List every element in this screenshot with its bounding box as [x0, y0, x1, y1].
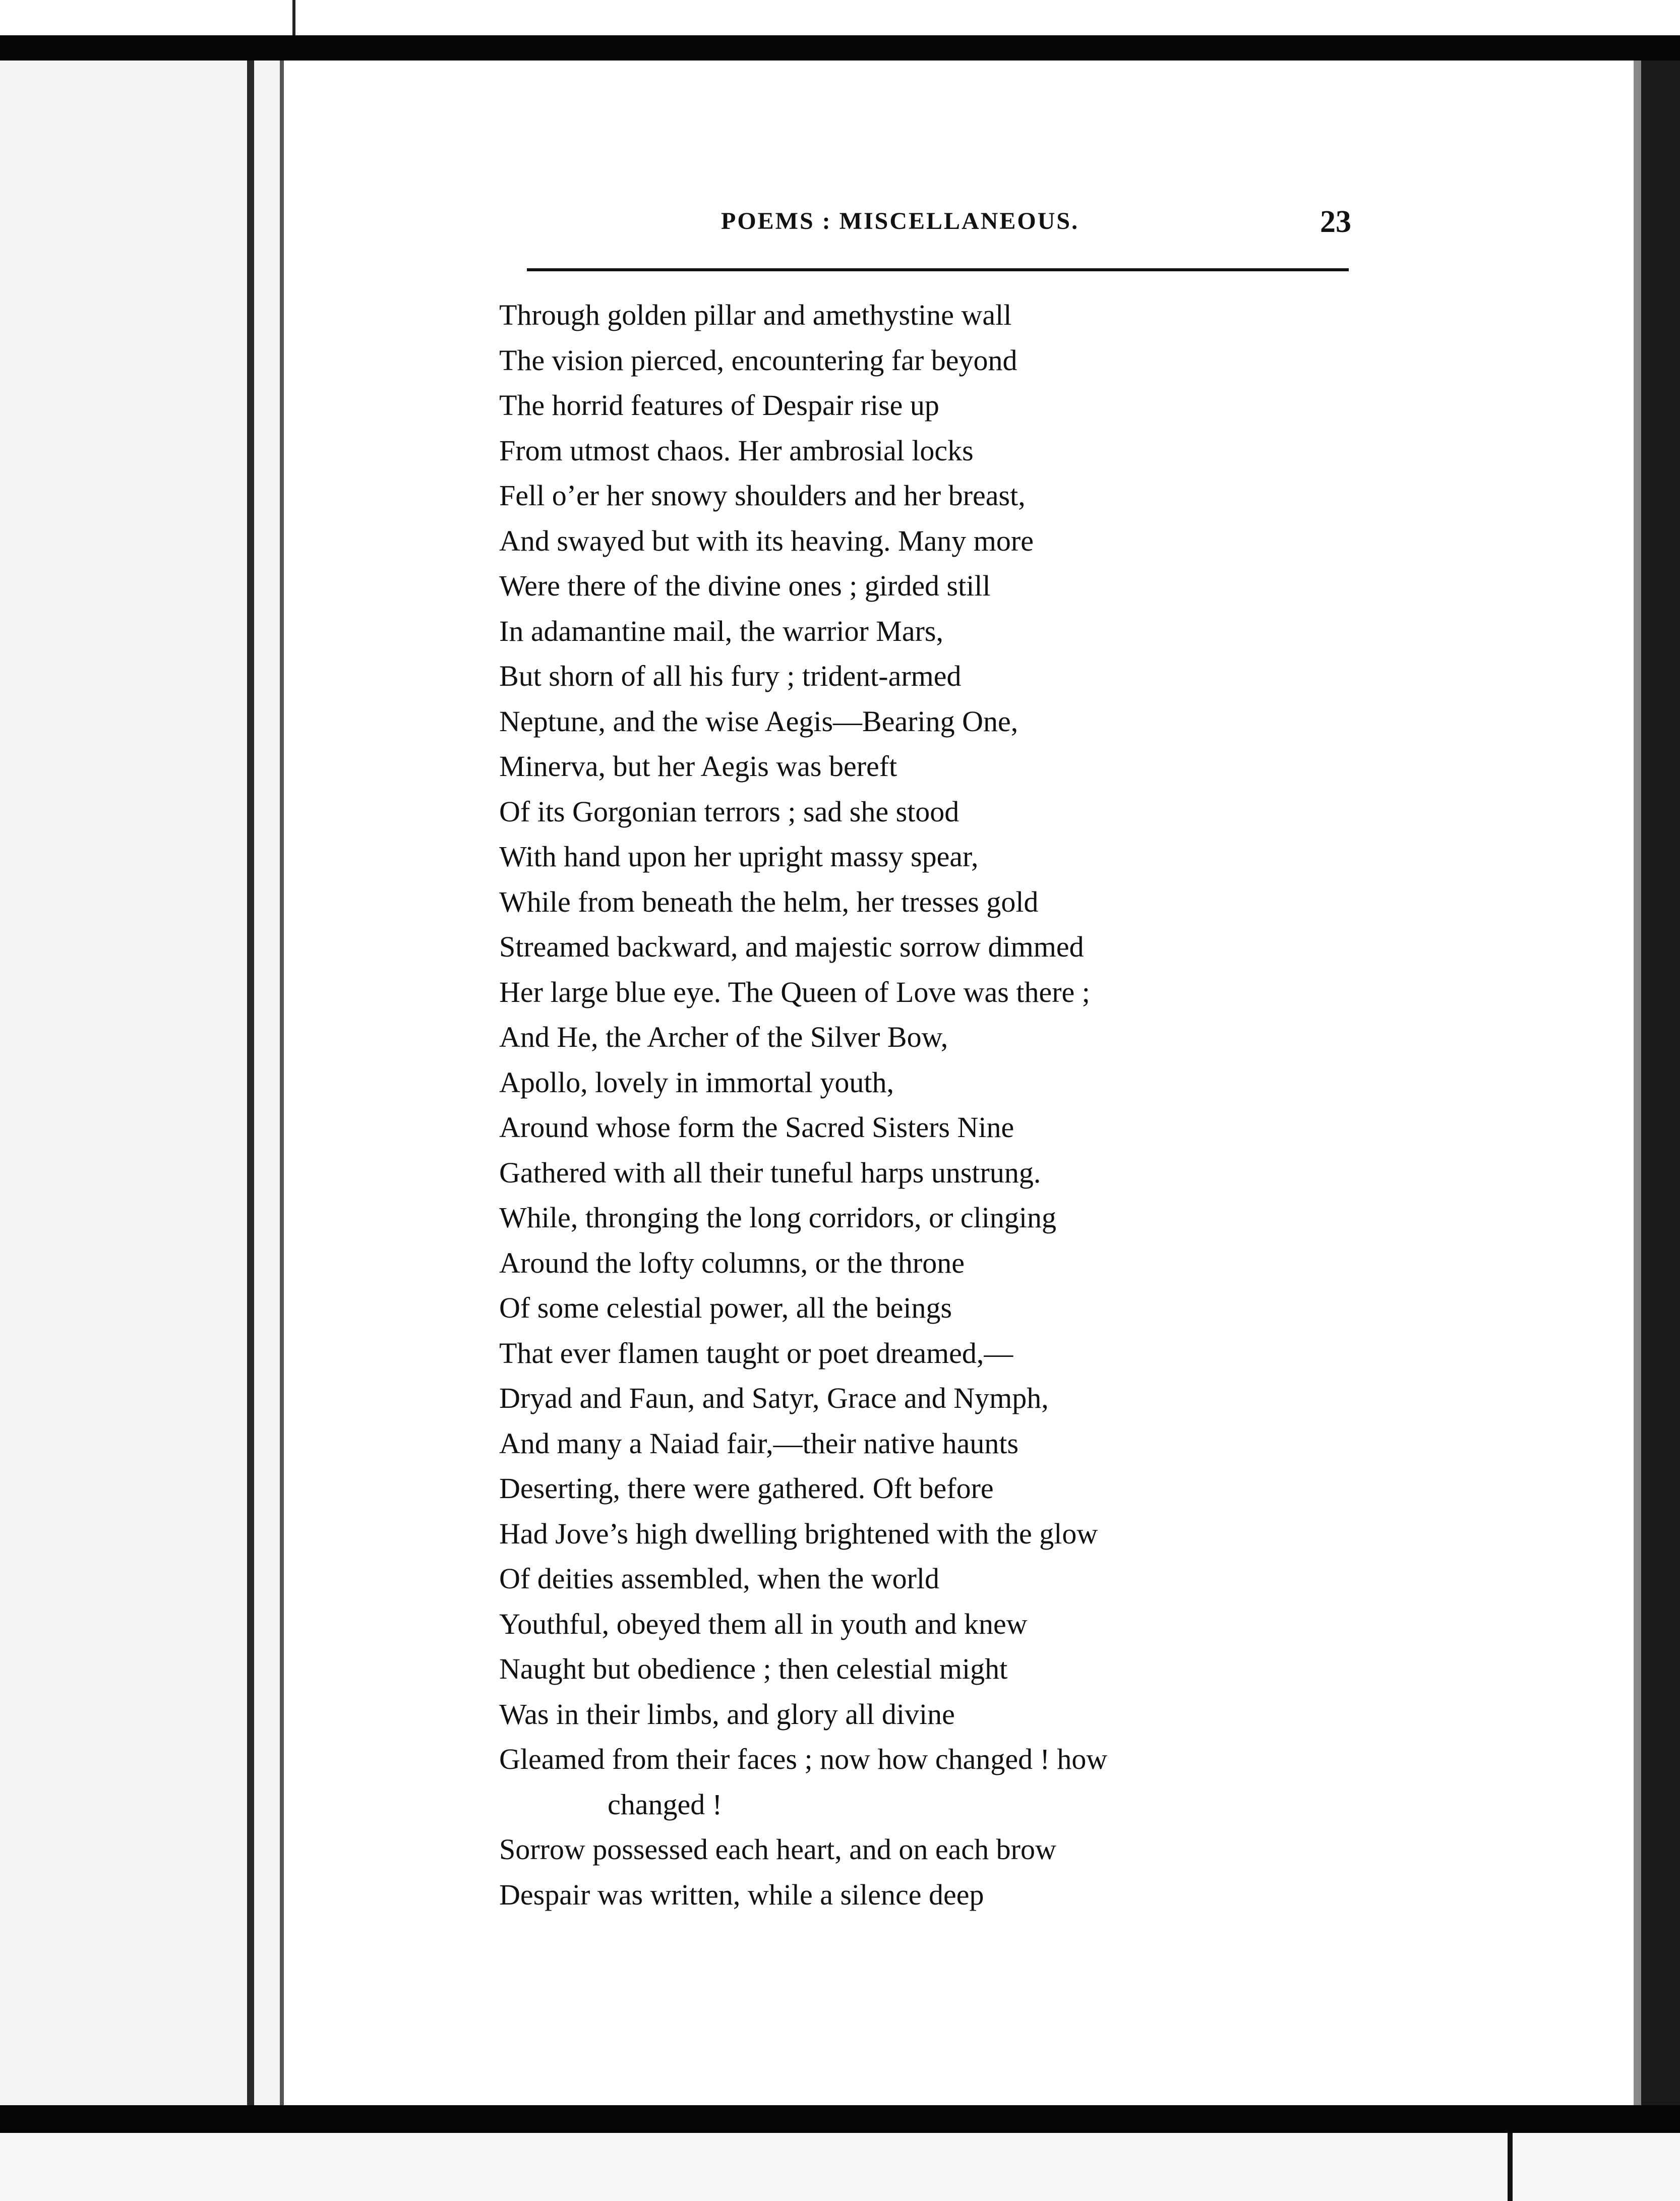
- poem-line: Her large blue eye. The Queen of Love was there ;: [499, 975, 1090, 1008]
- header-rule: [527, 268, 1349, 271]
- poem-line: Youthful, obeyed them all in youth and knew: [499, 1607, 1028, 1640]
- poem-line: Gathered with all their tuneful harps unstrung.: [499, 1156, 1041, 1189]
- poem-line: Around whose form the Sacred Sisters Nine: [499, 1111, 1014, 1144]
- film-frame-edge-bottom: [1508, 2133, 1513, 2201]
- film-border-bottom: [0, 2105, 1680, 2133]
- poem-line: Deserting, there were gathered. Oft before: [499, 1472, 994, 1505]
- poem-line: Despair was written, while a silence deep: [499, 1878, 984, 1911]
- poem-line: Were there of the divine ones ; girded still: [499, 569, 991, 602]
- poem-line: The vision pierced, encountering far beyond: [499, 343, 1017, 377]
- poem-line: Sorrow possessed each heart, and on each brow: [499, 1833, 1056, 1866]
- poem-line: Streamed backward, and majestic sorrow dimmed: [499, 930, 1084, 963]
- poem-line: Fell o’er her snowy shoulders and her breast,: [499, 479, 1026, 512]
- poem-line: While from beneath the helm, her tresses gold: [499, 885, 1039, 918]
- poem-line: While, thronging the long corridors, or clinging: [499, 1201, 1057, 1234]
- poem-line: And He, the Archer of the Silver Bow,: [499, 1021, 948, 1053]
- poem-line: That ever flamen taught or poet dreamed,—: [499, 1336, 1013, 1370]
- poem-line: The horrid features of Despair rise up: [499, 389, 939, 422]
- poem-line: In adamantine mail, the warrior Mars,: [499, 614, 943, 647]
- poem-line: Of its Gorgonian terrors ; sad she stood: [499, 795, 959, 828]
- poem-line: And swayed but with its heaving. Many more: [499, 524, 1034, 557]
- film-margin-bottom: [0, 2133, 1680, 2201]
- poem-line-turnover: changed !: [608, 1788, 723, 1821]
- poem-line: Around the lofty columns, or the throne: [499, 1246, 965, 1279]
- poem-line: But shorn of all his fury ; trident-armed: [499, 660, 962, 692]
- page-header: [524, 204, 1351, 255]
- poem-line: With hand upon her upright massy spear,: [499, 840, 979, 873]
- poem-line: Gleamed from their faces ; now how changed ! how: [499, 1743, 1108, 1775]
- poem-line: Of deities assembled, when the world: [499, 1562, 940, 1595]
- poem-line: Had Jove’s high dwelling brightened with the glow: [499, 1517, 1098, 1550]
- poem-line: Minerva, but her Aegis was bereft: [499, 750, 897, 783]
- left-margin-area: [0, 61, 282, 2105]
- poem-line: Of some celestial power, all the beings: [499, 1291, 952, 1324]
- film-frame-edge: [292, 0, 295, 35]
- poem-line: Neptune, and the wise Aegis—Bearing One,: [499, 704, 1018, 738]
- page-number: 23: [1320, 205, 1351, 239]
- poem-line: From utmost chaos. Her ambrosial locks: [499, 434, 974, 467]
- film-border-right: [1641, 61, 1680, 2105]
- poem-line: Dryad and Faun, and Satyr, Grace and Nymph,: [499, 1382, 1049, 1414]
- poem-line: Apollo, lovely in immortal youth,: [499, 1065, 894, 1099]
- page-gutter-line: [280, 61, 284, 2105]
- poem-body: [499, 292, 1366, 1917]
- poem-line: Through golden pillar and amethystine wall: [499, 299, 1012, 331]
- film-border-top: [0, 35, 1680, 61]
- poem-line: And many a Naiad fair,—their native haunts: [499, 1426, 1019, 1460]
- poem-line: Naught but obedience ; then celestial might: [499, 1652, 1008, 1685]
- running-head: POEMS : MISCELLANEOUS.: [721, 208, 1079, 234]
- poem-line: Was in their limbs, and glory all divine: [499, 1697, 955, 1731]
- binding-edge-line: [247, 61, 254, 2105]
